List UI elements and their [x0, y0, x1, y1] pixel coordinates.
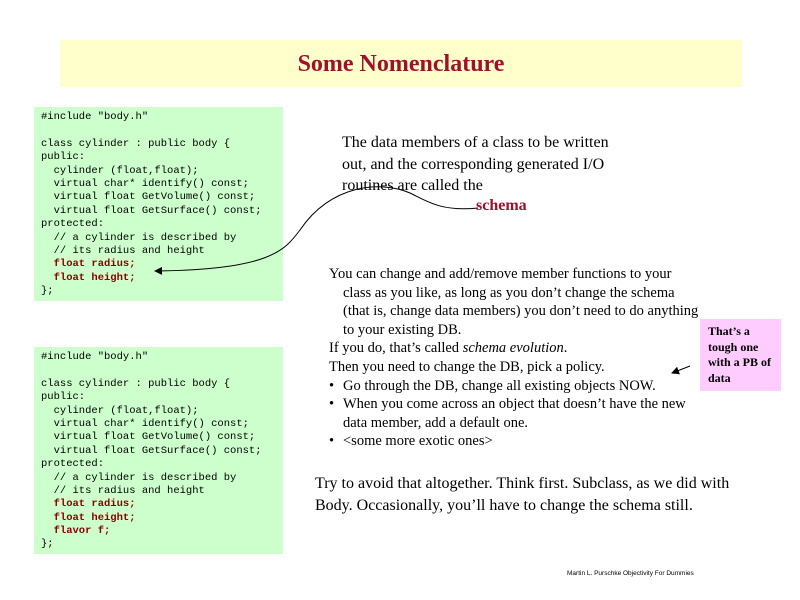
schema-evolution-suffix: .: [563, 340, 568, 357]
code-line: virtual float GetSurface() const;: [41, 204, 262, 217]
bullet-item: • <some more exotic ones>: [329, 432, 701, 451]
code-line: #include "body.h": [41, 111, 149, 123]
code-line: [41, 124, 283, 137]
bullet-item: • When you come across an object that doesn’t have the new data member, add a default one.: [329, 395, 701, 432]
code-line: virtual float GetVolume() const;: [41, 191, 256, 204]
paragraph-policy: Then you need to change the DB, pick a policy.: [329, 358, 605, 375]
schema-definition: [342, 132, 662, 197]
schema-definition-line: out, and the corresponding generated I/O: [342, 155, 605, 173]
code-block-evolved: [34, 347, 283, 554]
bullet-item: • Go through the DB, change all existing objects NOW.: [329, 377, 701, 396]
code-block-original: [34, 107, 283, 301]
paragraph-schema-evolution: [329, 339, 701, 358]
code-line: virtual float GetSurface() const;: [41, 444, 262, 457]
side-note: That’s a tough one with a PB of data: [700, 319, 781, 391]
code-line: cylinder (float,float);: [41, 164, 199, 177]
code-line: virtual char* identify() const;: [41, 177, 249, 190]
schema-evolution-term: schema evolution: [462, 340, 564, 357]
code-line: };: [41, 285, 54, 298]
paragraph-change-members: You can change and add/remove member functions to your class as you like, as long as you don’t change the schema (that is, change data members) you don’t need to do anything to your existing DB.: [329, 266, 699, 338]
code-line: cylinder (float,float);: [41, 404, 199, 417]
code-line: protected:: [41, 218, 105, 231]
body-text: [329, 265, 701, 451]
schema-definition-line: The data members of a class to be written: [342, 134, 609, 151]
code-line: float radius;: [41, 258, 136, 271]
code-line: class cylinder : public body {: [41, 137, 231, 150]
code-line: float radius;: [41, 498, 136, 511]
footer-credit: Martin L. Purschke Objectivity For Dummies: [567, 570, 694, 577]
code-line: float height;: [41, 271, 136, 284]
code-line: virtual float GetVolume() const;: [41, 431, 256, 444]
conclusion-text: Try to avoid that altogether. Think first. Subclass, as we did with Body. Occasionally, you’ll have to change the schema still.: [315, 475, 730, 514]
schema-term: schema: [476, 197, 527, 214]
code-line: virtual char* identify() const;: [41, 417, 249, 430]
title-banner: [60, 40, 742, 87]
code-line: #include "body.h": [41, 351, 149, 363]
code-line: flavor f;: [41, 525, 111, 538]
schema-evolution-prefix: If you do, that’s called: [329, 340, 463, 357]
code-line: public:: [41, 391, 86, 404]
code-line: // a cylinder is described by: [41, 471, 237, 484]
schema-definition-line: routines are called the: [342, 177, 483, 194]
code-line: // its radius and height: [41, 484, 205, 497]
code-line: // its radius and height: [41, 244, 205, 257]
code-line: };: [41, 538, 54, 551]
slide-title: Some Nomenclature: [297, 51, 505, 77]
code-line: // a cylinder is described by: [41, 231, 237, 244]
code-line: [41, 364, 283, 377]
code-line: float height;: [41, 511, 136, 524]
code-line: class cylinder : public body {: [41, 377, 231, 390]
code-line: public:: [41, 151, 86, 164]
code-line: protected:: [41, 458, 105, 471]
